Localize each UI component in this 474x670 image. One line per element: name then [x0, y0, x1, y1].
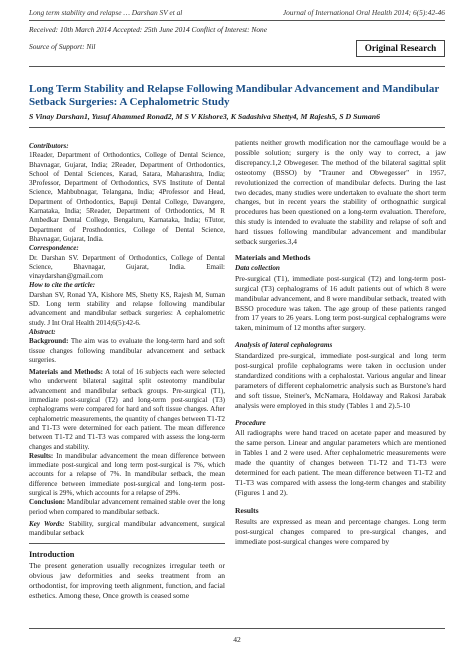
- page-number: 42: [233, 635, 241, 644]
- methods-label: Materials and Methods:: [29, 368, 103, 377]
- title-rule: [29, 127, 445, 128]
- background-label: Background:: [29, 337, 69, 346]
- results-heading: Results: [235, 505, 259, 515]
- correspondence-label: Correspondence:: [29, 244, 79, 253]
- source-of-support: Source of Support: Nil: [29, 42, 96, 51]
- intro-continued: patients neither growth modification nor the camouflage would be a possible solution; surgery is the only way to correct, a jaw discrepancy.1,2 Obwegeser. The method of the bilateral sagittal split osteotomy (BSSO) by "Trauner and Obwegesser" in 1957, revolutionized the correction of mandibular defects. During the last two decades, many studies were undertaken to evaluate the short term changes, but in recent years the stability of orthognathic surgical procedures has been questioned on a long-term evaluation. Therefore, this study is intended to evaluate the stability and relapse of soft and hard tissues following mandibular advancement and mandibular setback surgeries.3,4: [235, 138, 446, 247]
- article-title: Long Term Stability and Relapse Following Mandibular Advancement and Mandibular Setback Surgeries: A Cephalometric Study: [29, 83, 440, 109]
- meta-rule: [29, 66, 445, 67]
- data-collection-text: Pre-surgical (T1), immediate post-surgical (T2) and long-term post-surgical (T3) cephalograms of 16 adult patients out of which 8 were mandibular advancement, and 8 were mandibular setback, treated with BSSO procedure was taken. The age group of these patients ranged from 17 years to 26 years. Long term post-surgical cephalograms were taken, minimum of 12 months after surgery.: [235, 273, 446, 333]
- header-rule: [29, 20, 445, 21]
- procedure-text: All radiographs were hand traced on acetate paper and measured by the same person. Linear and angular parameters which are mentioned in Tables 1 and 2 were used. After cephalometric measurements were made the quantity of changes between T1-T2 and T1-T3 were determined for each patient. The mean difference between T1-T2 and T1-T3 was compared with assess the long-term changes and stability (Figures 1 and 2).: [235, 428, 446, 497]
- results-text: In mandibular advancement the mean difference between immediate post-surgical and long term post-surgical is 7%, which accounts for a relapse of 7%. In mandibular setback, the mean difference between immediate post-surgical and long-term post-surgical is 29%, which accounts for a relapse of 29%.: [29, 451, 226, 497]
- footer-rule: [29, 628, 445, 629]
- analysis-heading: Analysis of lateral cephalograms: [235, 341, 333, 350]
- keywords-label: Key Words:: [29, 519, 65, 528]
- article-type-badge: Original Research: [356, 40, 445, 57]
- data-collection-heading: Data collection: [235, 263, 280, 272]
- contributors-text: 1Reader, Department of Orthodontics, College of Dental Science, Bhavnagar, Gujarat, India; 2Reader, Department of Orthodontics, School of Dental Sciences, Karad, Satara, Maharashtra, India; 3Professor, Department of Orthodontics, SVS Institute of Dental Science, Mahbubnagar, Telangana, India; 4Professor and Head, Department of Orthodontics, Bapuji Dental College, Davangere, Karnataka, India; 5Reader, Department of Orthodontics, M R Ambedkar Dental College, Bengaluru, Karnataka, India; 6Tutor, Department of Prosthodontics, College of Dental Science, Bhavnagar, Gujarat, India.: [29, 151, 225, 243]
- contributors-label: Contributors:: [29, 142, 69, 150]
- correspondence-text: Dr. Darshan SV. Department of Orthodontics, College of Dental Science, Bhavnagar, Gujarat, India. Email: vinaydarshan@gmail.com: [29, 253, 225, 281]
- conclusion-text: Mandibular advancement remained stable over the long period when compared to mandibular setback.: [29, 498, 225, 516]
- introduction-text: The present generation usually recognizes irregular teeth or obvious jaw deformities and seeks treatment from an orthodontist, for improving teeth alignment, function, and facial esthetics. Among these, Once growth is ceased some: [29, 560, 225, 600]
- introduction-heading: Introduction: [29, 550, 75, 560]
- abstract-rule: [29, 543, 225, 544]
- running-header-left: Long term stability and relapse … Darshan SV et al: [29, 8, 183, 17]
- cite-text: Darshan SV, Ronad YA, Kishore MS, Shetty KS, Rajesh M, Suman SD. Long term stability and relapse following mandibular advancement and mandibular setback surgeries: A cephalometric study. J Int Oral Health 2014;6(5):42-6.: [29, 290, 225, 327]
- results-text-right: Results are expressed as mean and percentage changes. Long term post-surgical changes compared to pre-surgical changes, and immediate post-surgical changes were compared by: [235, 516, 446, 546]
- right-column: [235, 138, 446, 546]
- cite-label: How to cite the article:: [29, 281, 96, 290]
- received-accepted-line: Received: 10th March 2014 Accepted: 25th June 2014 Conflict of Interest: None: [29, 25, 268, 34]
- background-text: The aim was to evaluate the long-term hard and soft tissue changes following mandibular advancement and setback surgeries.: [29, 337, 225, 364]
- left-column: [29, 142, 225, 601]
- conclusion-label: Conclusion:: [29, 498, 66, 507]
- keywords-text: Stability, surgical mandibular advancement, surgical mandibular setback: [29, 519, 225, 538]
- methods-text: A total of 16 subjects each were selected who underwent bilateral sagittal split osteotomy mandibular advancement and mandibular setback groups. Pre-surgical (T1), immediate post-surgical (T2) and long-term post-surgical (T3) cephalograms were compared for hard and soft tissue changes. After cephalometric measurements, the quantity of changes between T1-T2 and T1-T3 were determined for each patient. The mean difference between T1-T2 and T1-T3 was compared with assess the long-term changes and stability.: [29, 368, 226, 451]
- analysis-text: Standardized pre-surgical, immediate post-surgical and long term post-surgical profile cephalograms were taken in occlusion under standardized conditions with a cephalostat. Various angular and linear parameters of different cephalometric analysis such as Burstone's hard and soft tissue, Steiner's, McNamara, Holdaway and Rakosi Jarabak analysis were employed in this study (Tables 1 and 2).5-10: [235, 351, 446, 410]
- abstract-label: Abstract:: [29, 327, 56, 336]
- results-label: Results:: [29, 451, 54, 460]
- materials-methods-heading: Materials and Methods: [235, 252, 311, 262]
- running-header-right: Journal of International Oral Health 2014; 6(5):42-46: [282, 8, 445, 17]
- procedure-heading: Procedure: [235, 418, 266, 427]
- author-list: S Vinay Darshan1, Yusuf Ahammed Ronad2, M S V Kishore3, K Sadashiva Shetty4, M Rajesh5, S D Suman6: [29, 112, 380, 121]
